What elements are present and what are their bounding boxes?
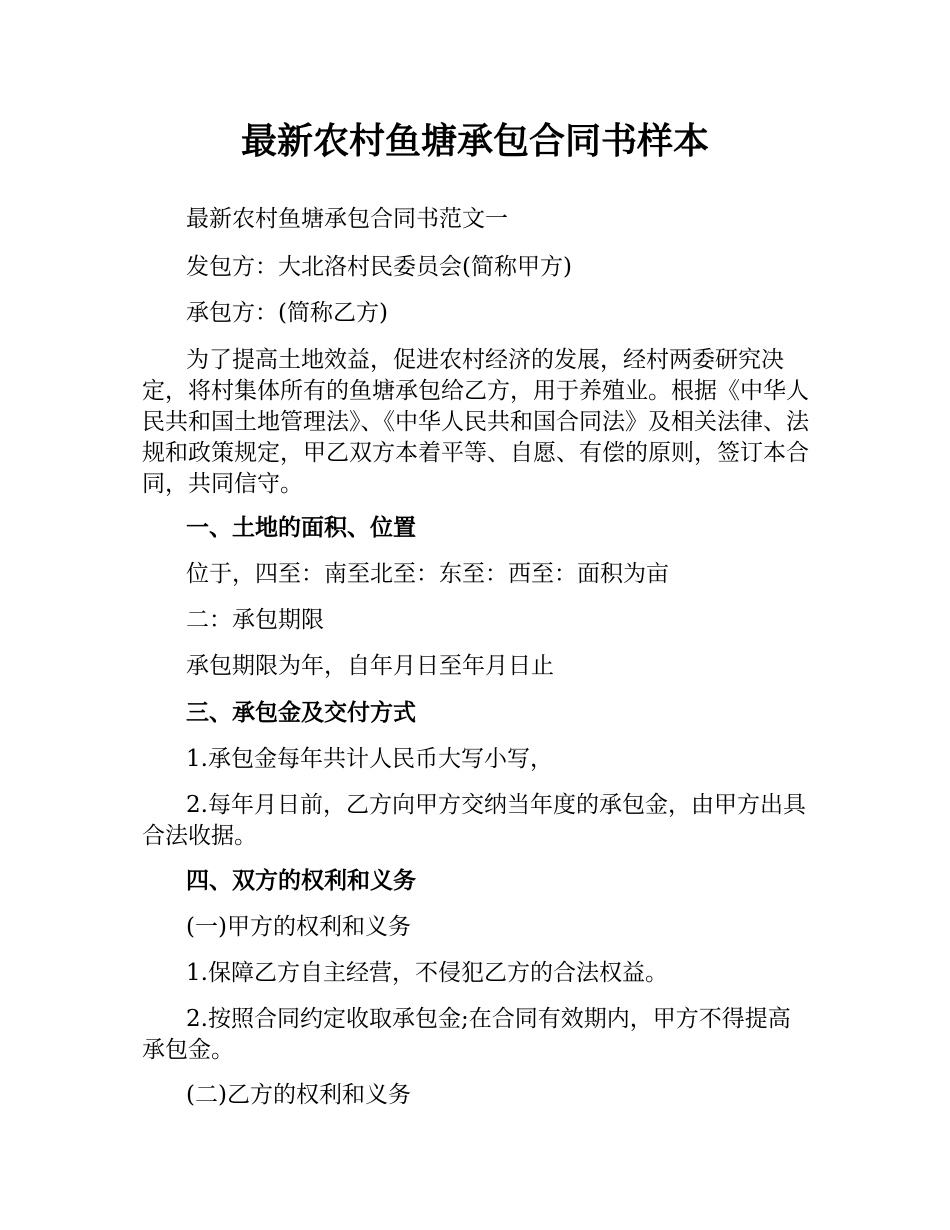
term-text: 承包期限为年，自年月日至年月日止 <box>186 653 554 679</box>
party-a-rights-item-1: 1.保障乙方自主经营，不侵犯乙方的合法权益。 <box>186 960 668 986</box>
payment-item-1: 1.承包金每年共计人民币大写小写， <box>186 746 553 772</box>
section-heading-area-location: 一、土地的面积、位置 <box>186 515 416 541</box>
document-subtitle: 最新农村鱼塘承包合同书范文一 <box>186 206 508 232</box>
party-b-line: 承包方：(简称乙方) <box>186 300 388 326</box>
party-b-rights-heading: (二)乙方的权利和义务 <box>186 1082 411 1108</box>
section-heading-rights: 四、双方的权利和义务 <box>186 868 416 894</box>
area-location-text: 位于，四至：南至北至：东至：西至：面积为亩 <box>186 561 669 587</box>
payment-item-2: 2.每年月日前，乙方向甲方交纳当年度的承包金，由甲方出具合法收据。 <box>142 792 806 849</box>
party-a-rights-item-2: 2.按照合同约定收取承包金;在合同有效期内，甲方不得提高承包金。 <box>142 1006 791 1063</box>
section-heading-term: 二：承包期限 <box>186 607 324 633</box>
preamble-paragraph: 为了提高土地效益，促进农村经济的发展，经村两委研究决定，将村集体所有的鱼塘承包给乙方，用于养殖业。根据《中华人民共和国土地管理法》、《中华人民共和国合同法》及相关法律、法规和政策规定，甲乙双方本着平等、自愿、有偿的原则，签订本合同，共同信守。 <box>142 347 809 497</box>
party-a-rights-heading: (一)甲方的权利和义务 <box>186 914 411 940</box>
section-heading-payment: 三、承包金及交付方式 <box>186 700 416 726</box>
document-title: 最新农村鱼塘承包合同书样本 <box>240 121 709 162</box>
party-a-line: 发包方：大北洛村民委员会(简称甲方) <box>186 254 572 280</box>
